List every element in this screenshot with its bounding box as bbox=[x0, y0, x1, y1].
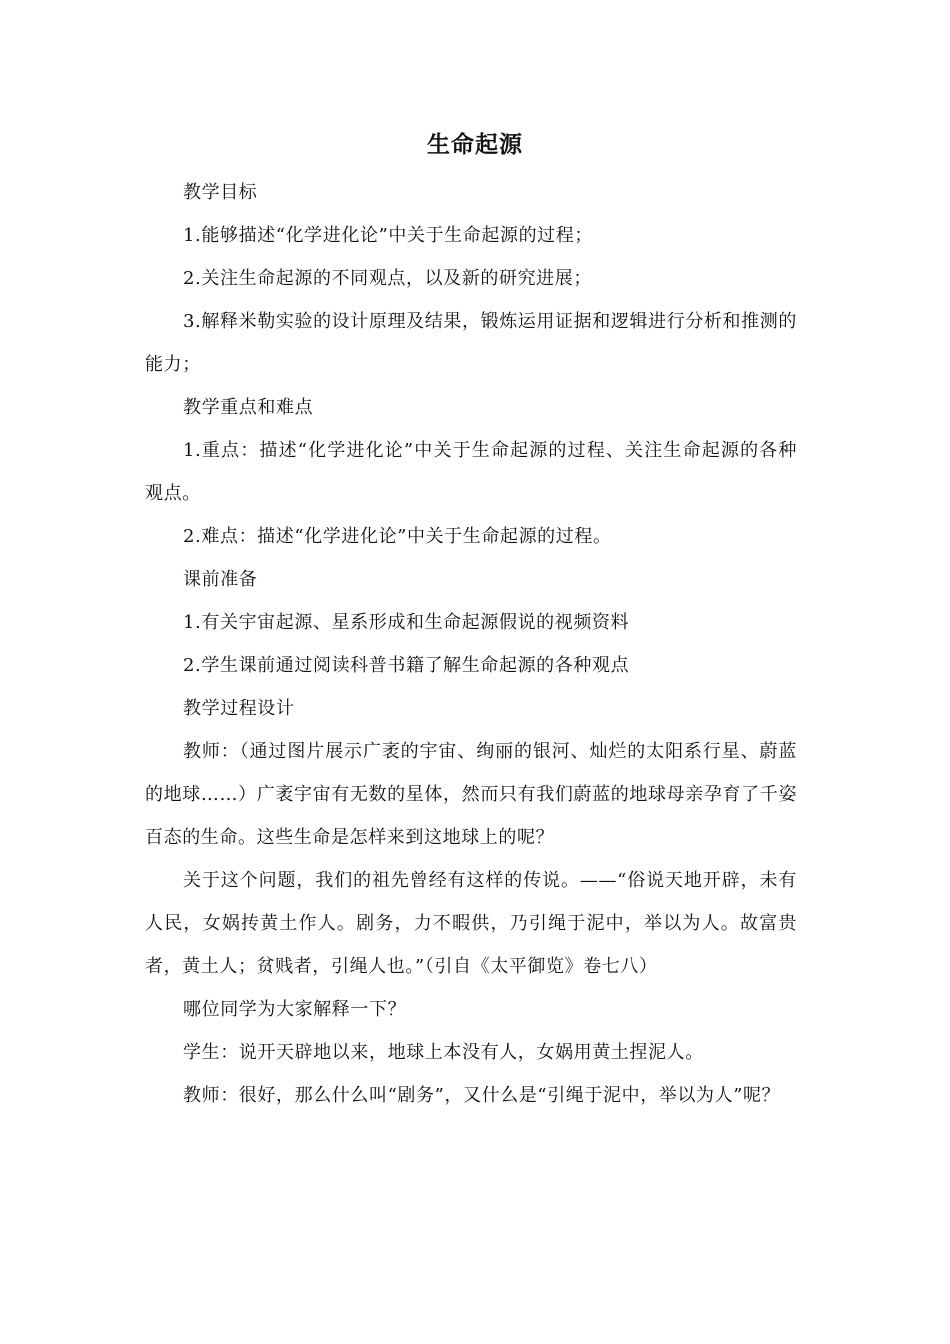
heading-key-points: 教学重点和难点 bbox=[183, 397, 314, 418]
student-answer: 学生：说开天辟地以来，地球上本没有人，女娲用黄土捏泥人。 bbox=[183, 1042, 704, 1063]
key-point-1: 1.重点：描述“化学进化论”中关于生命起源的过程、关注生命起源的各种观点。 bbox=[145, 440, 797, 504]
heading-preparation: 课前准备 bbox=[183, 569, 258, 590]
goal-item-3: 3.解释米勒实验的设计原理及结果，锻炼运用证据和逻辑进行分析和推测的能力； bbox=[145, 311, 797, 375]
document-body bbox=[145, 171, 797, 1117]
teacher-intro-paragraph: 教师：（通过图片展示广袤的宇宙、绚丽的银河、灿烂的太阳系行星、蔚蓝的地球……）广袤宇宙有无数的星体，然而只有我们蔚蓝的地球母亲孕育了千姿百态的生命。这些生命是怎样来到这地球上的呢？ bbox=[145, 741, 797, 848]
heading-process-design: 教学过程设计 bbox=[183, 698, 295, 719]
legend-paragraph: 关于这个问题，我们的祖先曾经有这样的传说。——“俗说天地开辟，未有人民，女娲抟黄土作人。剧务，力不暇供，乃引绳于泥中，举以为人。故富贵者，黄土人；贫贱者，引绳人也。”（引自《太平御览》卷七八） bbox=[145, 870, 797, 977]
heading-teaching-goals: 教学目标 bbox=[183, 182, 258, 203]
goal-item-1: 1.能够描述“化学进化论”中关于生命起源的过程； bbox=[183, 225, 593, 246]
preparation-item-2: 2.学生课前通过阅读科普书籍了解生命起源的各种观点 bbox=[183, 655, 630, 676]
document-title: 生命起源 bbox=[427, 132, 523, 158]
goal-item-2: 2.关注生命起源的不同观点，以及新的研究进展； bbox=[183, 268, 592, 289]
key-point-2: 2.难点：描述“化学进化论”中关于生命起源的过程。 bbox=[183, 526, 612, 547]
preparation-item-1: 1.有关宇宙起源、星系形成和生命起源假说的视频资料 bbox=[183, 612, 630, 633]
teacher-followup: 教师：很好，那么什么叫“剧务”，又什么是“引绳于泥中，举以为人”呢？ bbox=[183, 1085, 781, 1106]
teacher-question: 哪位同学为大家解释一下？ bbox=[183, 999, 407, 1020]
